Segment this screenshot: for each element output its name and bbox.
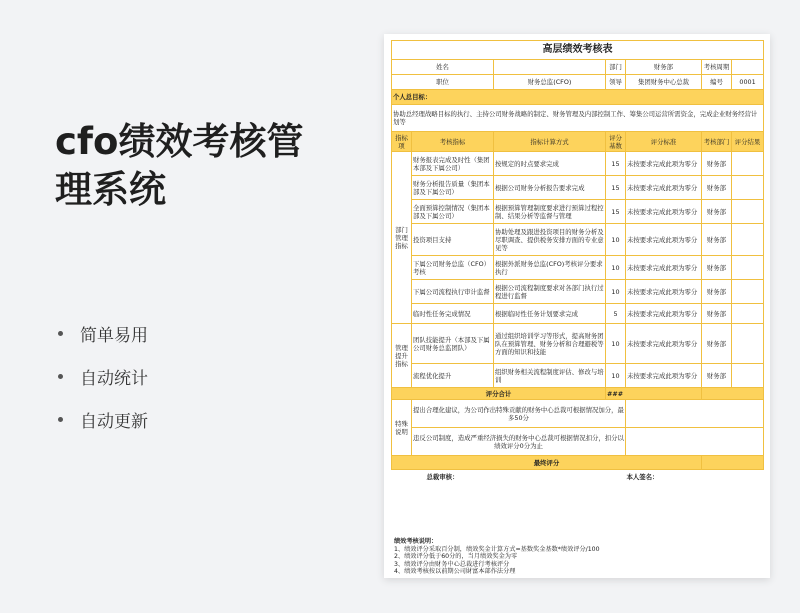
special-note: 违反公司制度，造成严重经济损失的财务中心总裁可根据情况扣分，扣分以绩效评分0分为止 xyxy=(412,428,626,456)
dept-label: 部门 xyxy=(606,60,626,75)
special-note: 提出合理化建议，为公司作出特殊贡献的财务中心总裁可根据情况加分，最多50分 xyxy=(412,400,626,428)
feature-list xyxy=(55,312,148,441)
sign-blank xyxy=(494,470,626,484)
dept-cell: 财务部 xyxy=(702,364,732,388)
dept-cell: 财务部 xyxy=(702,304,732,324)
method-cell: 根据预算管理制度要求进行预算过程控制、结果分析等监督与管理 xyxy=(494,200,606,224)
column-header: 考核指标 xyxy=(412,132,494,152)
base-cell: 10 xyxy=(606,364,626,388)
indicator-cell: 财务报表完成及时性（集团本部及下属公司） xyxy=(412,152,494,176)
special-blank xyxy=(626,428,764,456)
note-line: 4、绩效考核按以前期公司財富本部作法分理 xyxy=(394,568,516,576)
standard-cell: 未按要求完成此项为零分 xyxy=(626,304,702,324)
president-sign: 总裁审核： xyxy=(426,472,459,481)
dept-cell: 财务部 xyxy=(702,152,732,176)
result-cell xyxy=(732,280,764,304)
result-cell xyxy=(732,304,764,324)
indicator-cell: 投资项目支持 xyxy=(412,224,494,256)
base-cell: 15 xyxy=(606,176,626,200)
feature-label: 自动统计 xyxy=(80,369,148,389)
score-total-label: 评分合计 xyxy=(392,388,606,400)
dept-cell: 财务部 xyxy=(702,280,732,304)
column-header: 考核部门 xyxy=(702,132,732,152)
goal-text: 协助总经理战略目标的执行、主持公司财务战略的制定、财务管理及内部控制工作、筹集公司运营所需资金，完成企业财务经营计划等 xyxy=(392,105,764,132)
standard-cell: 未按要求完成此项为零分 xyxy=(626,256,702,280)
indicator-cell: 全面预算控制情况（集团本部及下属公司） xyxy=(412,200,494,224)
leader-label: 领导 xyxy=(606,75,626,90)
method-cell: 根据公司财务分析报告要求完成 xyxy=(494,176,606,200)
base-cell: 5 xyxy=(606,304,626,324)
base-cell: 10 xyxy=(606,256,626,280)
standard-cell: 未按要求完成此项为零分 xyxy=(626,176,702,200)
result-cell xyxy=(732,176,764,200)
standard-cell: 未按要求完成此项为零分 xyxy=(626,280,702,304)
goal-label: 个人总目标： xyxy=(392,90,764,105)
result-cell xyxy=(732,200,764,224)
notes-title: 绩效考核说明： xyxy=(394,538,438,546)
note-line: 3、绩效评分由财务中心总裁进行考核评分 xyxy=(394,560,510,568)
dept-cell: 财务部 xyxy=(702,176,732,200)
method-cell: 根据公司流程制度要求对各部门执行过程进行监督 xyxy=(494,280,606,304)
spreadsheet-preview xyxy=(384,34,770,578)
base-cell: 10 xyxy=(606,280,626,304)
dept-cell: 财务部 xyxy=(702,256,732,280)
position-label: 职位 xyxy=(392,75,494,90)
standard-cell: 未按要求完成此项为零分 xyxy=(626,364,702,388)
code-value: 0001 xyxy=(732,75,764,90)
indicator-cell: 下属公司流程执行审计监督 xyxy=(412,280,494,304)
column-header: 评分结果 xyxy=(732,132,764,152)
standard-cell: 未按要求完成此项为零分 xyxy=(626,200,702,224)
feature-item xyxy=(55,312,148,355)
dept-cell: 财务部 xyxy=(702,224,732,256)
sheet-title: 高层绩效考核表 xyxy=(392,41,764,60)
note-line: 2、绩效评分低于60分的，当月绩效奖金为零 xyxy=(394,553,518,561)
self-sign: 本人签名： xyxy=(626,472,659,481)
final-score-value xyxy=(702,456,764,470)
indicator-cell: 临时性任务完成情况 xyxy=(412,304,494,324)
dept-cell: 财务部 xyxy=(702,324,732,364)
base-cell: 10 xyxy=(606,324,626,364)
leader-value: 集团财务中心总裁 xyxy=(626,75,702,90)
period-value xyxy=(732,60,764,75)
feature-label: 简单易用 xyxy=(80,326,148,346)
standard-cell: 未按要求完成此项为零分 xyxy=(626,152,702,176)
indicator-cell: 团队技能提升（本部及下属公司财务总监团队） xyxy=(412,324,494,364)
dept-value: 财务部 xyxy=(626,60,702,75)
group-label: 特殊说明 xyxy=(392,400,412,456)
special-blank xyxy=(626,400,764,428)
indicator-cell: 流程优化提升 xyxy=(412,364,494,388)
feature-label: 自动更新 xyxy=(80,412,148,432)
code-label: 编号 xyxy=(702,75,732,90)
group-label: 管理提升指标 xyxy=(392,324,412,388)
bullet-dot-icon xyxy=(58,331,63,336)
column-header: 评分标准 xyxy=(626,132,702,152)
position-value: 财务总监(CFO) xyxy=(494,75,606,90)
period-label: 考核周期 xyxy=(702,60,732,75)
name-label: 姓名 xyxy=(392,60,494,75)
result-cell xyxy=(732,324,764,364)
method-cell: 组织财务相关流程制度评估、修改与培训 xyxy=(494,364,606,388)
indicator-cell: 下属公司财务总监（CFO）考核 xyxy=(412,256,494,280)
base-cell: 15 xyxy=(606,152,626,176)
feature-item xyxy=(55,398,148,441)
evaluation-table xyxy=(391,40,764,484)
base-cell: 10 xyxy=(606,224,626,256)
bullet-dot-icon xyxy=(58,417,63,422)
name-value xyxy=(494,60,606,75)
group-label: 部门管理指标 xyxy=(392,152,412,324)
result-cell xyxy=(732,256,764,280)
notes-block xyxy=(394,538,600,576)
column-header: 指标计算方式 xyxy=(494,132,606,152)
score-total-blank xyxy=(702,388,764,400)
final-score-label: 最终评分 xyxy=(392,456,702,470)
dept-cell: 财务部 xyxy=(702,200,732,224)
method-cell: 按规定的时点要求完成 xyxy=(494,152,606,176)
method-cell: 通过组织培训学习等形式，提高财务团队在预算管理、财务分析和合理避税等方面的知识和技能 xyxy=(494,324,606,364)
indicator-cell: 财务分析报告质量（集团本部及下属公司） xyxy=(412,176,494,200)
promo-title-line2: 理系统 xyxy=(55,168,166,211)
method-cell: 根据临时性任务计划要求完成 xyxy=(494,304,606,324)
bullet-dot-icon xyxy=(58,374,63,379)
column-header: 评分基数 xyxy=(606,132,626,152)
method-cell: 根据外派财务总监(CFO)考核评分要求执行 xyxy=(494,256,606,280)
method-cell: 协助处理及跟进投资项目的财务分析及尽职调查、提供税务安排方面的专业意见等 xyxy=(494,224,606,256)
standard-cell: 未按要求完成此项为零分 xyxy=(626,324,702,364)
base-cell: 15 xyxy=(606,200,626,224)
column-header: 指标项 xyxy=(392,132,412,152)
result-cell xyxy=(732,364,764,388)
promo-title-line1: cfo绩效考核管 xyxy=(55,120,304,163)
promo-title xyxy=(55,118,355,214)
feature-item xyxy=(55,355,148,398)
score-total-value: ### xyxy=(606,388,702,400)
result-cell xyxy=(732,152,764,176)
standard-cell: 未按要求完成此项为零分 xyxy=(626,224,702,256)
result-cell xyxy=(732,224,764,256)
note-line: 1、绩效评分采取百分制，绩效奖金计算方式=基数奖金基数*绩效评分/100 xyxy=(394,545,600,553)
